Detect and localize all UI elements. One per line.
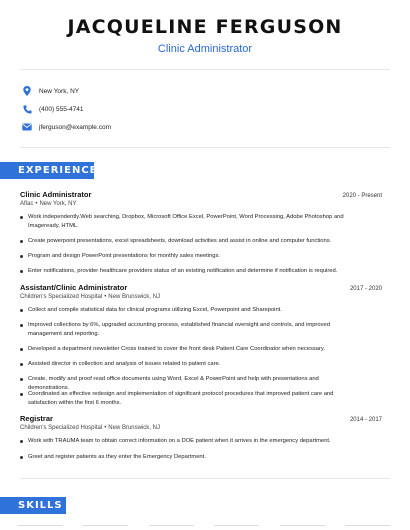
contact-block (22, 82, 382, 136)
list-item: Greet and register patients as they enter the Emergency Department. (20, 453, 360, 462)
contact-phone (22, 100, 382, 118)
contact-location (22, 82, 382, 100)
job-title: Assistant/Clinic Administrator (20, 283, 128, 292)
job-entry (20, 414, 382, 431)
job-entry (20, 283, 382, 300)
divider (20, 69, 390, 70)
job-dates: 2014 - 2017 (349, 417, 382, 423)
job-company: Children's Specialized Hospital (20, 294, 103, 300)
job-company-line: Aflac • New York, NY (20, 201, 77, 207)
list-item: Collect and compile statistical data for clinical programs utilizing Excel, Powerpoint and Sharepoint. (20, 306, 360, 315)
list-item: Create powerpoint presentations, excel spreadsheets, download activities and assist in online and computer functions. (20, 237, 360, 246)
candidate-name: JACQUELINE FERGUSON (67, 16, 343, 38)
experience-heading: EXPERIENCE (0, 162, 94, 179)
job-location: New Brunswick, NJ (108, 425, 160, 431)
list-item: Work independently.Web searching, Dropbox, Microsoft Office Excel, PowerPoint, Word Processing, Adobe Photoshop and Imageready, HTML. (20, 213, 360, 230)
job-company: Children's Specialized Hospital (20, 425, 103, 431)
candidate-title: Clinic Administrator (157, 43, 253, 55)
email-icon (22, 122, 32, 132)
location-pin-icon (22, 86, 32, 96)
list-item: Create, modify and proof read office documents using Word, Excel & PowerPoint and help with presentations and demonstrations. (20, 375, 360, 392)
job-entry (20, 190, 382, 207)
list-item: Coordinated an effective redesign and implementation of significant protocol procedures that improved patient care and satisfaction within the first 6 months. (20, 390, 360, 407)
job-title: Registrar (20, 414, 53, 423)
job-title: Clinic Administrator (20, 190, 92, 199)
list-item: Assisted director in collection and analysis of issues related to patient care. (20, 360, 360, 369)
job-location: New York, NY (39, 201, 77, 207)
skills-heading: SKILLS (0, 497, 66, 514)
phone-icon (22, 104, 32, 114)
job-dates: 2020 - Present (342, 193, 382, 199)
skill-chip (345, 525, 390, 529)
divider (20, 147, 390, 148)
list-item: Developed a department newsletter Cross trained to cover the front desk Patient Care Coordinator when necessary. (20, 345, 360, 354)
divider (20, 478, 390, 479)
skill-chip (214, 525, 259, 529)
list-item: Program and design PowerPoint presentations for monthly sales meetings. (20, 252, 360, 261)
skill-chip (83, 525, 128, 529)
resume-header (0, 16, 410, 56)
location-text: New York, NY (39, 87, 80, 95)
skill-chip (280, 525, 325, 529)
skill-chip (149, 525, 194, 529)
list-item: Enter notifications, provider healthcare providers status of an existing notification and determine if notification is required. (20, 267, 360, 276)
list-item: Improved collections by 6%, upgraded accounting process, established financial oversight and controls, and improved management and reporting. (20, 321, 360, 338)
skills-placeholder-row (18, 525, 390, 529)
skill-chip (18, 525, 63, 529)
list-item: Work with TRAUMA team to obtain correct information on a DOE patient when it arrives in the emergency department. (20, 437, 360, 446)
job-company: Aflac (20, 201, 34, 207)
job-location: New Brunswick, NJ (108, 294, 160, 300)
contact-email (22, 118, 382, 136)
job-dates: 2017 - 2020 (349, 286, 382, 292)
job-company-line: Children's Specialized Hospital • New Brunswick, NJ (20, 425, 160, 431)
phone-text: (400) 555-4741 (39, 105, 84, 113)
job-company-line: Children's Specialized Hospital • New Brunswick, NJ (20, 294, 160, 300)
email-text: jferguson@example.com (39, 123, 111, 131)
